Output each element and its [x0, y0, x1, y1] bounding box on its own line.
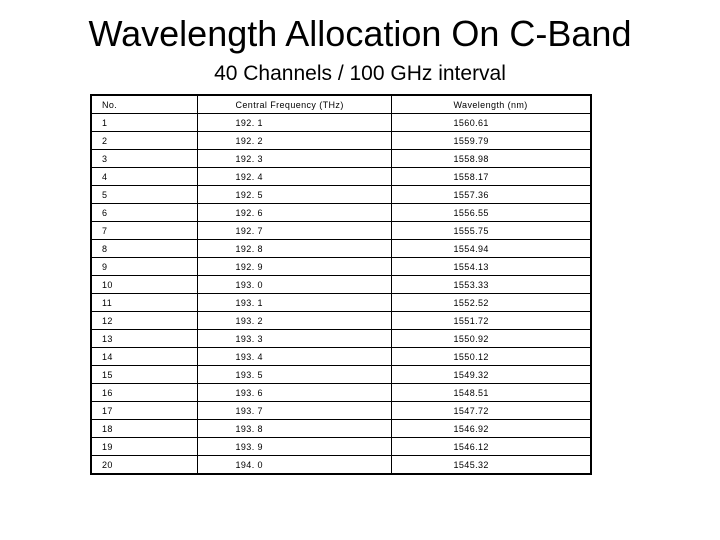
- cell-channel-no: 16: [91, 384, 197, 402]
- cell-frequency: 192. 9: [197, 258, 391, 276]
- cell-channel-no: 12: [91, 312, 197, 330]
- cell-wavelength: 1558.98: [391, 150, 591, 168]
- column-header-no: No.: [91, 95, 197, 114]
- cell-wavelength: 1555.75: [391, 222, 591, 240]
- cell-frequency: 192. 4: [197, 168, 391, 186]
- table-row: [91, 294, 591, 312]
- cell-wavelength: 1550.92: [391, 330, 591, 348]
- table-row: [91, 204, 591, 222]
- cell-wavelength: 1545.32: [391, 456, 591, 475]
- cell-channel-no: 10: [91, 276, 197, 294]
- cell-channel-no: 19: [91, 438, 197, 456]
- wavelength-table: [90, 94, 592, 475]
- slide-title: Wavelength Allocation On C-Band: [88, 13, 632, 54]
- cell-wavelength: 1556.55: [391, 204, 591, 222]
- cell-frequency: 193. 6: [197, 384, 391, 402]
- table-row: [91, 186, 591, 204]
- cell-wavelength: 1551.72: [391, 312, 591, 330]
- table-row: [91, 132, 591, 150]
- cell-frequency: 193. 8: [197, 420, 391, 438]
- cell-frequency: 193. 2: [197, 312, 391, 330]
- cell-channel-no: 2: [91, 132, 197, 150]
- cell-channel-no: 14: [91, 348, 197, 366]
- table-row: [91, 420, 591, 438]
- cell-frequency: 193. 0: [197, 276, 391, 294]
- cell-channel-no: 4: [91, 168, 197, 186]
- cell-channel-no: 17: [91, 402, 197, 420]
- cell-frequency: 193. 3: [197, 330, 391, 348]
- cell-frequency: 194. 0: [197, 456, 391, 475]
- table-row: [91, 366, 591, 384]
- cell-frequency: 192. 3: [197, 150, 391, 168]
- cell-wavelength: 1553.33: [391, 276, 591, 294]
- column-header-wavelength: Wavelength (nm): [391, 95, 591, 114]
- cell-frequency: 192. 8: [197, 240, 391, 258]
- table-body: [91, 114, 591, 475]
- cell-frequency: 193. 1: [197, 294, 391, 312]
- table-row: [91, 348, 591, 366]
- cell-channel-no: 9: [91, 258, 197, 276]
- table-row: [91, 240, 591, 258]
- cell-frequency: 193. 5: [197, 366, 391, 384]
- table-row: [91, 402, 591, 420]
- cell-channel-no: 7: [91, 222, 197, 240]
- cell-frequency: 192. 7: [197, 222, 391, 240]
- cell-wavelength: 1546.12: [391, 438, 591, 456]
- cell-channel-no: 15: [91, 366, 197, 384]
- table-row: [91, 438, 591, 456]
- cell-wavelength: 1550.12: [391, 348, 591, 366]
- cell-wavelength: 1549.32: [391, 366, 591, 384]
- cell-wavelength: 1547.72: [391, 402, 591, 420]
- cell-channel-no: 1: [91, 114, 197, 132]
- cell-wavelength: 1558.17: [391, 168, 591, 186]
- cell-channel-no: 11: [91, 294, 197, 312]
- cell-frequency: 193. 4: [197, 348, 391, 366]
- cell-channel-no: 6: [91, 204, 197, 222]
- cell-wavelength: 1557.36: [391, 186, 591, 204]
- cell-channel-no: 8: [91, 240, 197, 258]
- column-header-frequency: Central Frequency (THz): [197, 95, 391, 114]
- cell-channel-no: 20: [91, 456, 197, 475]
- cell-frequency: 193. 9: [197, 438, 391, 456]
- cell-wavelength: 1552.52: [391, 294, 591, 312]
- table-header-row: [91, 95, 591, 114]
- slide-subtitle: 40 Channels / 100 GHz interval: [214, 62, 506, 85]
- cell-frequency: 192. 2: [197, 132, 391, 150]
- table-row: [91, 150, 591, 168]
- cell-channel-no: 13: [91, 330, 197, 348]
- table-row: [91, 168, 591, 186]
- table-row: [91, 222, 591, 240]
- cell-wavelength: 1559.79: [391, 132, 591, 150]
- table-row: [91, 114, 591, 132]
- table-row: [91, 258, 591, 276]
- cell-wavelength: 1554.13: [391, 258, 591, 276]
- table-row: [91, 276, 591, 294]
- table-row: [91, 312, 591, 330]
- cell-channel-no: 5: [91, 186, 197, 204]
- cell-frequency: 192. 1: [197, 114, 391, 132]
- cell-frequency: 192. 6: [197, 204, 391, 222]
- cell-wavelength: 1554.94: [391, 240, 591, 258]
- cell-wavelength: 1560.61: [391, 114, 591, 132]
- cell-channel-no: 3: [91, 150, 197, 168]
- cell-frequency: 192. 5: [197, 186, 391, 204]
- cell-wavelength: 1546.92: [391, 420, 591, 438]
- cell-channel-no: 18: [91, 420, 197, 438]
- table-row: [91, 384, 591, 402]
- cell-wavelength: 1548.51: [391, 384, 591, 402]
- table-row: [91, 330, 591, 348]
- cell-frequency: 193. 7: [197, 402, 391, 420]
- table-row: [91, 456, 591, 475]
